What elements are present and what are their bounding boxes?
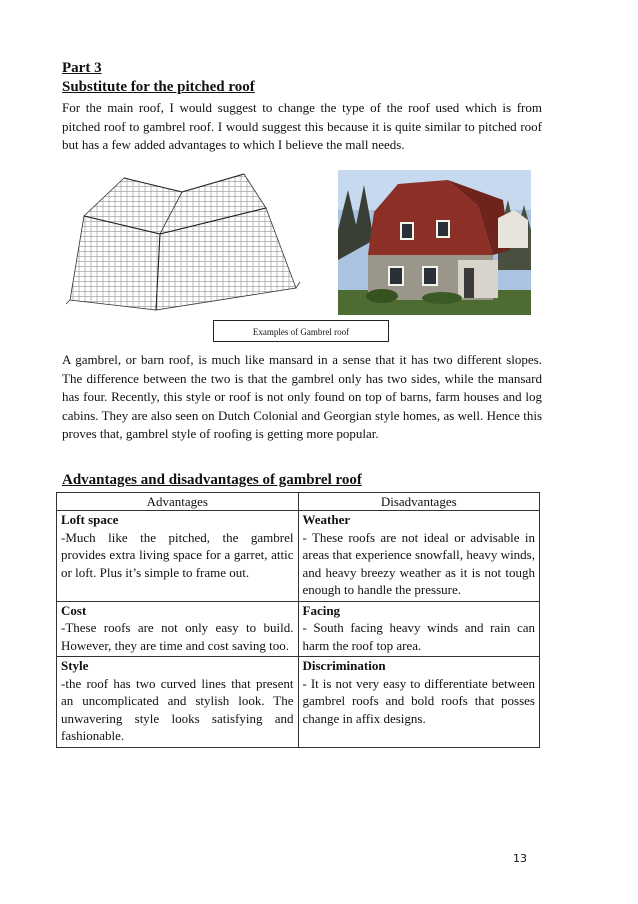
table-row (57, 601, 540, 657)
advantage-text: -the roof has two curved lines that present an uncomplicated and stylish look. The unwavering style looks satisfying and fashionable. (61, 675, 294, 743)
disadvantage-title: Discrimination (302, 658, 386, 673)
disadvantage-text: - South facing heavy winds and rain can harm the roof top area. (302, 620, 535, 653)
advantage-text: -These roofs are not only easy to build. However, they are time and cost saving too. (61, 620, 294, 653)
advantage-title: Loft space (61, 512, 119, 527)
advantage-cell (57, 601, 299, 657)
disadvantage-cell (298, 511, 540, 602)
advantages-table (56, 492, 540, 748)
advantage-title: Cost (61, 602, 87, 618)
advantage-cell (57, 511, 299, 602)
disadvantage-title: Weather (302, 512, 351, 527)
body-paragraph: A gambrel, or barn roof, is much like mansard in a sense that it has two different slopes. The difference between the two is that the gambrel only has two sides, while the mansard has four. Recently, this style or roof is not only found on top of barns, farm houses and log cabins. They are also seen on Dutch Colonial and Georgian style homes, as well. Hence this proves that, gambrel style of roofing is getting more popular. (62, 352, 542, 441)
header-disadvantages: Disadvantages (298, 493, 540, 511)
gambrel-house-photo (338, 170, 531, 315)
table-row (57, 511, 540, 602)
advantage-cell (57, 657, 299, 748)
header-advantages: Advantages (57, 493, 299, 511)
disadvantage-text: - These roofs are not ideal or advisable in areas that experience snowfall, heavy winds, and heavy breezy weather as it is not tough enough to handle the pressure. (302, 529, 535, 597)
part-label: Part 3 (62, 60, 102, 76)
table-header-row (57, 493, 540, 511)
disadvantage-cell (298, 601, 540, 657)
intro-paragraph: For the main roof, I would suggest to change the type of the roof used which is from pitched roof to gambrel roof. I would suggest this because it is quite similar to pitched roof but has a few added advantages to which I believe the mall needs. (62, 100, 542, 152)
disadvantage-cell (298, 657, 540, 748)
disadvantage-title: Facing (302, 602, 341, 618)
page-number: 13 (513, 852, 527, 865)
section-title: Substitute for the pitched roof (62, 79, 255, 95)
gambrel-roof-drawing (64, 172, 302, 312)
figure-caption: Examples of Gambrel roof (213, 320, 389, 342)
table-heading: Advantages and disadvantages of gambrel roof (62, 472, 362, 488)
disadvantage-text: - It is not very easy to differentiate between gambrel roofs and bold roofs that posses change in affix designs. (302, 675, 535, 726)
table-row (57, 657, 540, 748)
advantage-title: Style (61, 658, 89, 673)
advantage-text: -Much like the pitched, the gambrel provides extra living space for a garret, attic or loft. Plus it’s simple to frame out. (61, 529, 294, 580)
